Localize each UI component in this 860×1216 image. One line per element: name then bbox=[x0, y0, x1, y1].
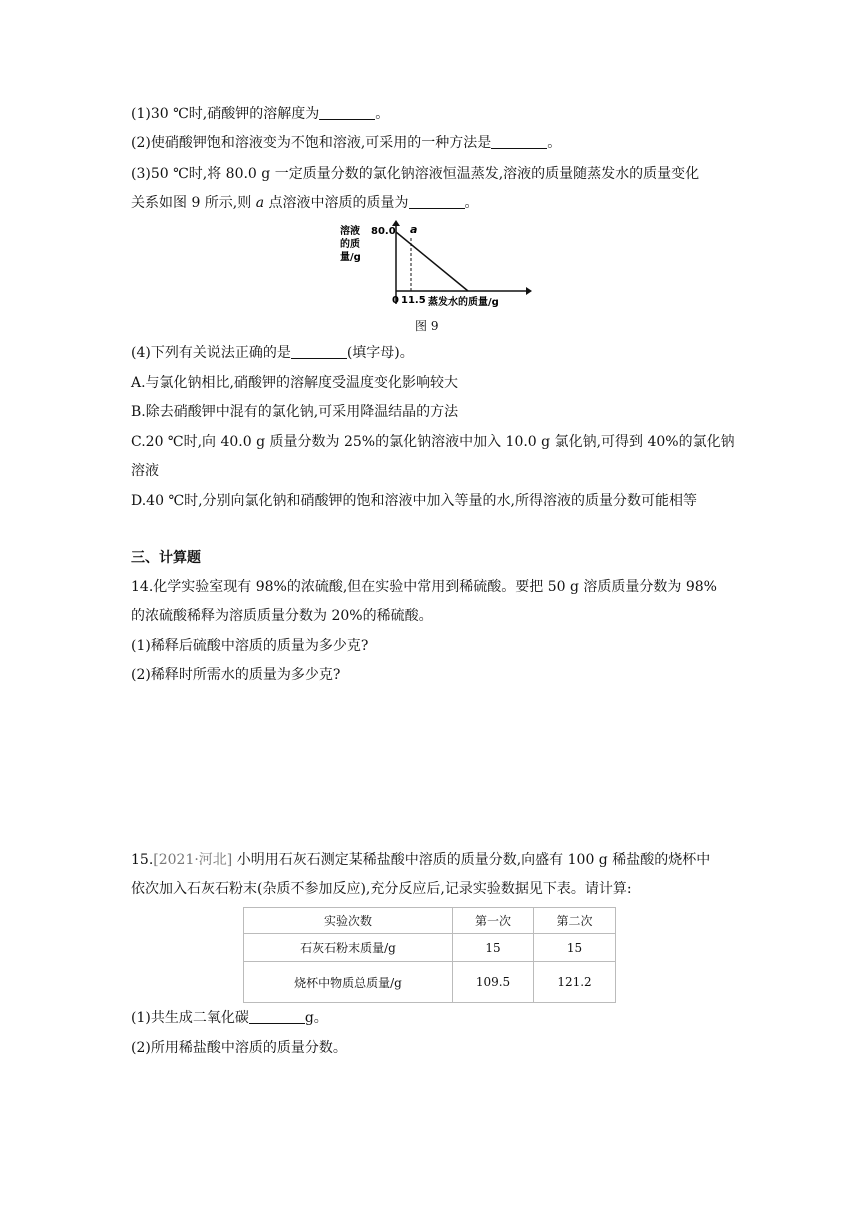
q14-line1: 14.化学实验室现有 98%的浓硫酸,但在实验中常用到稀硫酸。要把 50 g 溶质质量分数为 98% bbox=[131, 579, 717, 595]
table-cell: 石灰石粉末质量/g bbox=[244, 934, 453, 962]
table-header: 第二次 bbox=[534, 908, 616, 934]
y-label-2: 的质 bbox=[340, 239, 360, 250]
q14-line2: 的浓硫酸稀释为溶质质量分数为 20%的稀硫酸。 bbox=[131, 608, 433, 624]
table-header-row bbox=[244, 908, 616, 934]
option-c-line1: C.20 ℃时,向 40.0 g 质量分数为 25%的氯化钠溶液中加入 10.0 g 氯化钠,可得到 40%的氯化钠 bbox=[131, 434, 735, 450]
q14-part2: (2)稀释时所需水的质量为多少克? bbox=[131, 667, 341, 683]
answer-blank[interactable] bbox=[319, 105, 375, 120]
y-label-1: 溶液 bbox=[340, 226, 360, 237]
q13-part2-text: (2)使硝酸钾饱和溶液变为不饱和溶液,可采用的一种方法是 bbox=[131, 135, 492, 151]
point-a-label: a bbox=[410, 223, 418, 236]
option-b: B.除去硝酸钾中混有的氯化钠,可采用降温结晶的方法 bbox=[131, 404, 459, 420]
x-axis-label: 蒸发水的质量/g bbox=[428, 297, 499, 308]
q15-line2: 依次加入石灰石粉末(杂质不参加反应),充分反应后,记录实验数据见下表。请计算: bbox=[131, 881, 632, 897]
q15-part1: (1)共生成二氧化碳 g。 bbox=[131, 1010, 328, 1026]
y-value-label: 80.0 bbox=[371, 226, 396, 237]
q13-part2: (2)使硝酸钾饱和溶液变为不饱和溶液,可采用的一种方法是 。 bbox=[131, 135, 562, 151]
answer-blank[interactable] bbox=[291, 344, 347, 359]
table-header: 第一次 bbox=[453, 908, 534, 934]
q15-line1: 15.[2021·河北] 小明用石灰石测定某稀盐酸中溶质的质量分数,向盛有 100 g 稀盐酸的烧杯中 bbox=[131, 852, 711, 868]
q13-part4: (4)下列有关说法正确的是 (填字母)。 bbox=[131, 345, 414, 361]
table-cell: 15 bbox=[534, 934, 616, 962]
option-d: D.40 ℃时,分别向氯化钠和硝酸钾的饱和溶液中加入等量的水,所得溶液的质量分数可能相等 bbox=[131, 493, 697, 509]
table-cell: 烧杯中物质总质量/g bbox=[244, 962, 453, 1003]
x-value-label: 11.5 bbox=[401, 295, 426, 306]
table-row bbox=[244, 934, 616, 962]
figure-caption: 图 9 bbox=[415, 319, 439, 333]
table-row bbox=[244, 962, 616, 1003]
q13-part1-text: (1)30 ℃时,硝酸钾的溶解度为 bbox=[131, 106, 320, 122]
experiment-data-table bbox=[243, 907, 616, 1003]
answer-blank[interactable] bbox=[491, 134, 547, 149]
mass-line bbox=[396, 232, 468, 291]
answer-blank[interactable] bbox=[409, 194, 465, 209]
q15-part2: (2)所用稀盐酸中溶质的质量分数。 bbox=[131, 1040, 347, 1056]
table-cell: 109.5 bbox=[453, 962, 534, 1003]
figure-9-graph bbox=[340, 220, 540, 312]
q13-part1: (1)30 ℃时,硝酸钾的溶解度为 。 bbox=[131, 106, 390, 122]
answer-blank[interactable] bbox=[249, 1009, 305, 1024]
section-title: 三、计算题 bbox=[131, 550, 201, 566]
table-cell: 121.2 bbox=[534, 962, 616, 1003]
option-c-line2: 溶液 bbox=[131, 463, 159, 479]
q14-part1: (1)稀释后硫酸中溶质的质量为多少克? bbox=[131, 638, 369, 654]
table-cell: 15 bbox=[453, 934, 534, 962]
origin-label: 0 bbox=[392, 295, 399, 306]
table-header: 实验次数 bbox=[244, 908, 453, 934]
q13-part3-line1: (3)50 ℃时,将 80.0 g 一定质量分数的氯化钠溶液恒温蒸发,溶液的质量随蒸发水的质量变化 bbox=[131, 166, 700, 182]
x-axis-arrow bbox=[526, 287, 532, 295]
q13-part3-line2: 关系如图 9 所示,则 a 点溶液中溶质的质量为 。 bbox=[131, 195, 479, 211]
option-a: A.与氯化钠相比,硝酸钾的溶解度受温度变化影响较大 bbox=[131, 375, 459, 391]
y-label-3: 量/g bbox=[340, 252, 361, 263]
question-source: [2021·河北] bbox=[153, 852, 233, 868]
